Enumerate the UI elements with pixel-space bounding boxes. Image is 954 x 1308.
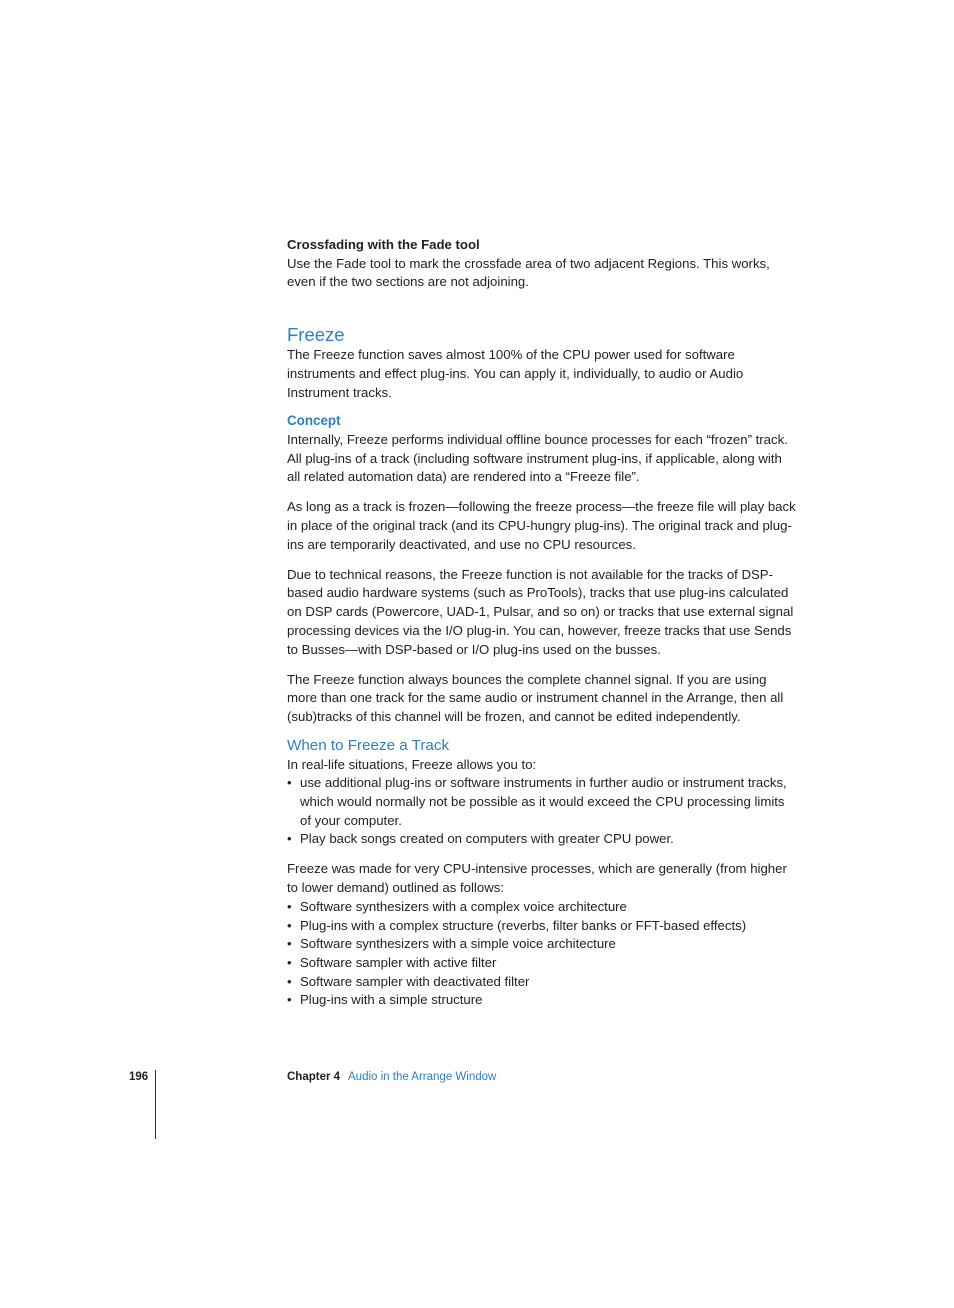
when-to-freeze-title: When to Freeze a Track <box>287 736 450 754</box>
demand-paragraph: Freeze was made for very CPU-intensive processes, which are generally (from higher to lower demand) outlined as follows: <box>287 861 787 896</box>
when-intro: In real-life situations, Freeze allows you to: <box>287 756 537 772</box>
bullet-icon: • <box>287 954 292 970</box>
list-item: • Software sampler with deactivated filter <box>287 973 797 992</box>
list-item: • use additional plug-ins or software instruments in further audio or instrument tracks, which would normally not be possible as it would exceed the CPU processing limits of your computer. <box>287 775 787 828</box>
freeze-intro: The Freeze function saves almost 100% of the CPU power used for software instruments and effect plug-ins. You can apply it, individually, to audio or Audio Instrument tracks. <box>287 347 744 400</box>
freeze-uses-list <box>287 774 797 849</box>
bullet-icon: • <box>287 775 292 791</box>
page-content <box>287 236 797 1010</box>
list-item: • Software synthesizers with a simple voice architecture <box>287 935 797 954</box>
bullet-icon: • <box>287 831 292 847</box>
freeze-title: Freeze <box>287 324 345 346</box>
bullet-icon: • <box>287 992 292 1008</box>
fade-tool-heading: Crossfading with the Fade tool <box>287 237 480 252</box>
bullet-icon: • <box>287 936 292 952</box>
concept-paragraph-1: Internally, Freeze performs individual offline bounce processes for each “frozen” track. All plug-ins of a track (including software instrument plug-ins, if applicable, along with all related automation data) are rendered into a “Freeze file”. <box>287 431 788 485</box>
bullet-icon: • <box>287 898 292 914</box>
footer-divider <box>155 1070 156 1139</box>
bullet-icon: • <box>287 917 292 933</box>
bullet-icon: • <box>287 973 292 989</box>
concept-paragraph-2: As long as a track is frozen—following the freeze process—the freeze file will play back in place of the original track (and its CPU-hungry plug-ins). The original track and plug-ins are temporarily deactivated, and use no CPU resources. <box>287 499 796 552</box>
concept-title: Concept <box>287 413 341 429</box>
chapter-label: Chapter 4 <box>287 1071 341 1083</box>
list-item: • Software sampler with active filter <box>287 954 797 973</box>
list-item: • Software synthesizers with a complex voice architecture <box>287 898 797 917</box>
list-item: • Play back songs created on computers with greater CPU power. <box>287 830 797 849</box>
page-footer <box>0 1070 954 1140</box>
concept-paragraph-3: Due to technical reasons, the Freeze function is not available for the tracks of DSP-based audio hardware systems (such as ProTools), tracks that use plug-ins calculated on DSP cards (Powercore, UAD-1, Pulsar, and so on) or tracks that use external signal processing devices via the I/O plug-in. You can, however, freeze tracks that use Sends to Busses—with DSP-based or I/O plug-ins used on the busses. <box>287 566 794 657</box>
concept-paragraph-4: The Freeze function always bounces the complete channel signal. If you are using more than one track for the same audio or instrument channel in the Arrange, then all (sub)tracks of this channel will be frozen, and cannot be edited independently. <box>287 671 784 724</box>
demand-list <box>287 898 797 1010</box>
page-number: 196 <box>129 1071 149 1083</box>
list-item: • Plug-ins with a simple structure <box>287 991 797 1010</box>
list-item: • Plug-ins with a complex structure (reverbs, filter banks or FFT-based effects) <box>287 917 797 936</box>
chapter-title-link[interactable]: Audio in the Arrange Window <box>348 1071 497 1083</box>
fade-tool-body: Use the Fade tool to mark the crossfade area of two adjacent Regions. This works, even if the two sections are not adjoining. <box>287 255 770 290</box>
